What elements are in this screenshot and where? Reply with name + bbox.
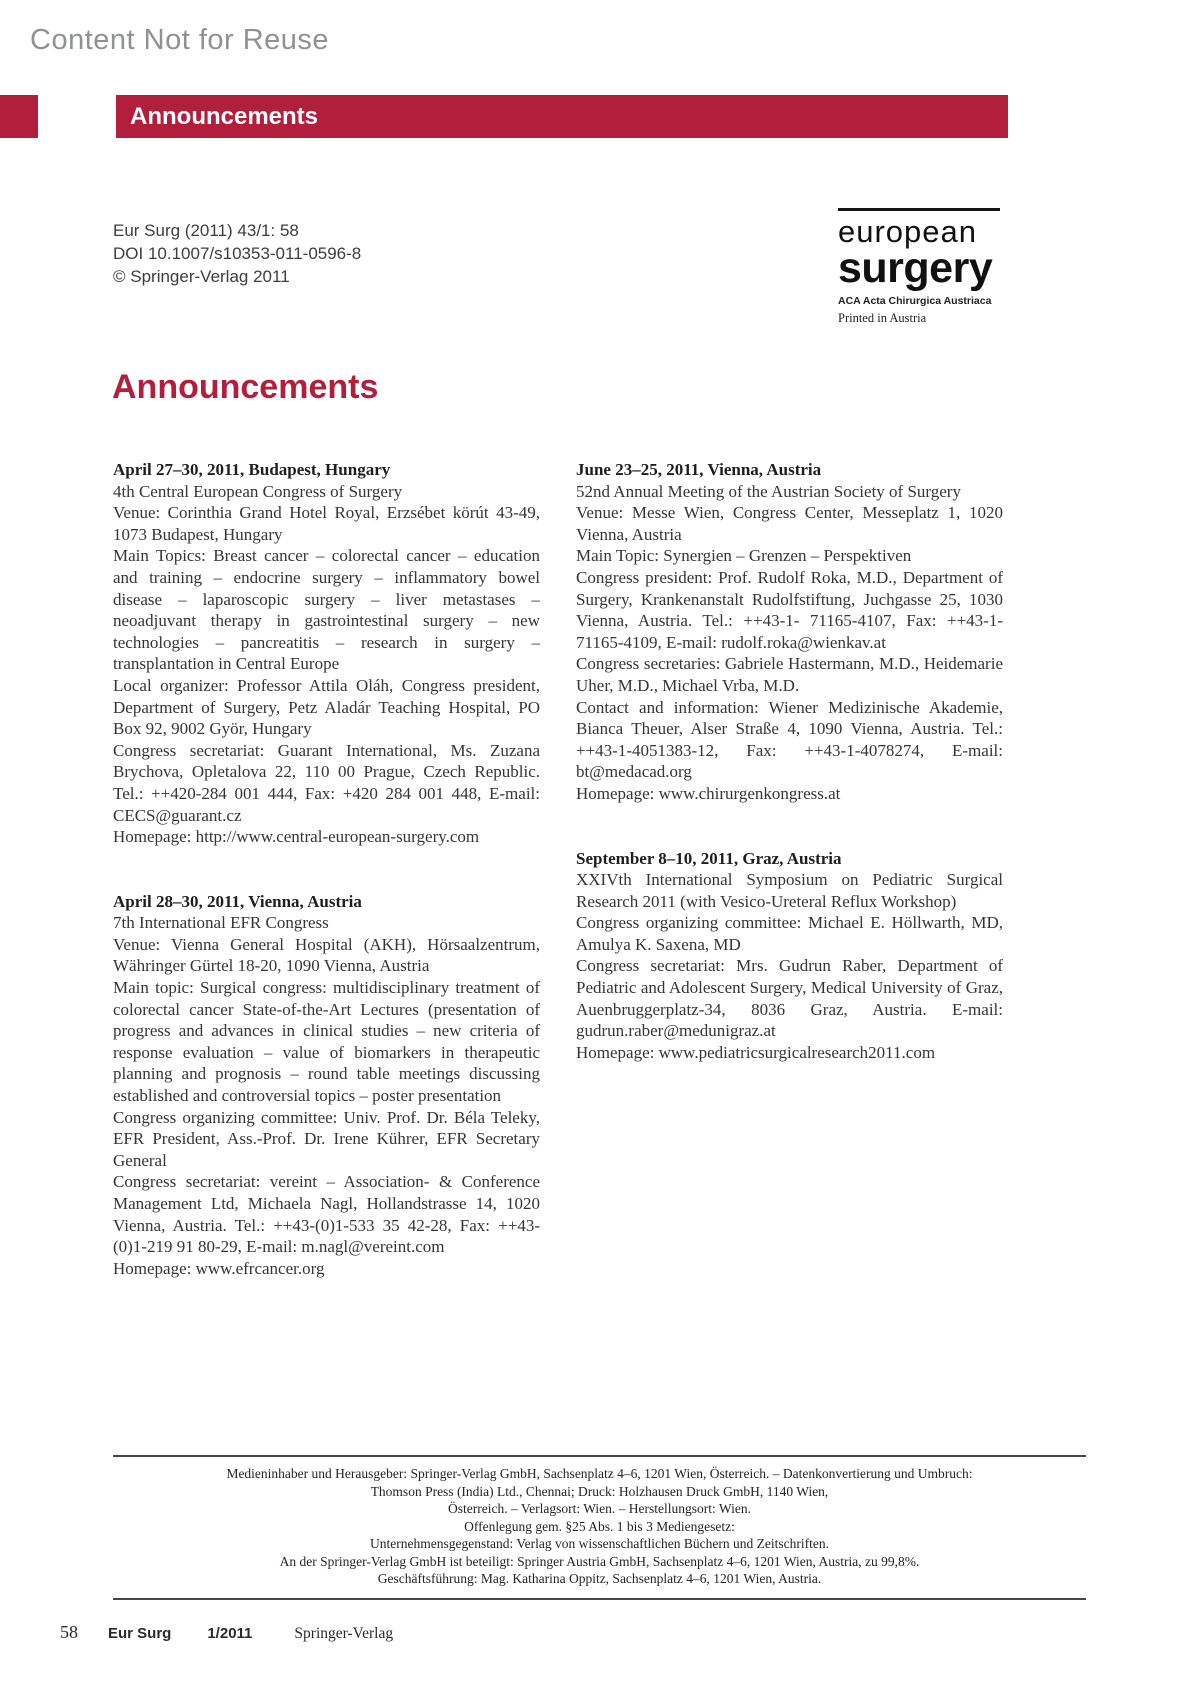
text-line: Congress organizing committee: Univ. Prof. Dr. Béla Teleky, EFR President, Ass.-Prof. Dr. Irene Kührer, EFR Secretary General	[113, 1107, 540, 1170]
publisher-name: Springer-Verlag	[294, 1625, 394, 1642]
announcement-columns	[113, 459, 1004, 1279]
text-line: 7th International EFR Congress	[113, 913, 329, 933]
text-line: Main topic: Surgical congress: multidisciplinary treatment of colorectal cancer State-of-the-Art Lectures (presentation of progress and advances in clinical studies – new criteria of response evaluation – value of biomarkers in therapeutic planning and prognosis – round table meetings discussing established and controversial topics – poster presentation	[113, 978, 540, 1106]
citation-block	[113, 219, 361, 288]
text-line: Homepage: www.pediatricsurgicalresearch2011.com	[576, 1042, 936, 1062]
text-line: Congress organizing committee: Michael E. Höllwarth, MD, Amulya K. Saxena, MD	[576, 913, 1003, 954]
section-banner	[116, 95, 1008, 138]
text-line: Congress president: Prof. Rudolf Roka, M.D., Department of Surgery, Krankenanstalt Rudolfstiftung, Juchgasse 25, 1030 Vienna, Austria. Tel.: ++43-1- 71165-4107, Fax: ++43-1-71165-4109, E-mail: rudolf.roka@wienkav.at	[576, 567, 1003, 652]
page-footer	[60, 1622, 393, 1643]
watermark-text: Content Not for Reuse	[30, 24, 330, 56]
right-column	[576, 459, 1003, 1279]
left-column	[113, 459, 540, 1279]
text-line: Main Topics: Breast cancer – colorectal cancer – education and training – endocrine surgery – inflammatory bowel disease – laparoscopic surgery – liver metastases – neoadjuvant therapy in gastrointestinal surgery – new technologies – pancreatitis – research in surgery – transplantation in Central Europe	[113, 546, 540, 674]
imprint-block	[113, 1455, 1086, 1600]
text-line: Venue: Vienna General Hospital (AKH), Hörsaalzentrum, Währinger Gürtel 18-20, 1090 Vienna, Austria	[113, 934, 540, 976]
text-line: Offenlegung gem. §25 Abs. 1 bis 3 Mediengesetz:	[464, 1518, 735, 1534]
logo-rule	[838, 208, 1000, 211]
announcement-title: April 27–30, 2011, Budapest, Hungary	[113, 460, 391, 479]
text-line: Venue: Messe Wien, Congress Center, Messeplatz 1, 1020 Vienna, Austria	[576, 503, 1003, 544]
text-line: Venue: Corinthia Grand Hotel Royal, Erzsébet körút 43-49, 1073 Budapest, Hungary	[113, 503, 540, 544]
text-line: Main Topic: Synergien – Grenzen – Perspektiven	[576, 546, 912, 566]
text-line: Thomson Press (India) Ltd., Chennai; Druck: Holzhausen Druck GmbH, 1140 Wien,	[370, 1483, 829, 1499]
announcement-entry	[113, 891, 540, 1280]
logo-word-european: european	[838, 214, 978, 249]
text-line: Homepage: www.efrcancer.org	[113, 1258, 325, 1278]
text-line: XXIVth International Symposium on Pediatric Surgical Research 2011 (with Vesico-Ureteral Reflux Workshop)	[576, 870, 1003, 911]
logo-subtitle: ACA Acta Chirurgica Austriaca	[838, 294, 992, 307]
text-line: 52nd Annual Meeting of the Austrian Society of Surgery	[576, 481, 961, 501]
text-line: 4th Central European Congress of Surgery	[113, 481, 403, 501]
text-line: Local organizer: Professor Attila Oláh, Congress president, Department of Surgery, Petz Aladár Teaching Hospital, PO Box 92, 9002 Györ, Hungary	[113, 675, 540, 739]
page-number: 58	[60, 1622, 78, 1642]
text-line: Congress secretariat: Mrs. Gudrun Raber, Department of Pediatric and Adolescent Surgery, Medical University of Graz, Auenbruggerplatz-34, 8036 Graz, Austria. E-mail: gudrun.raber@medunigraz.at	[576, 956, 1003, 1041]
text-line: Österreich. – Verlagsort: Wien. – Herstellungsort: Wien.	[448, 1501, 751, 1516]
announcement-title: April 28–30, 2011, Vienna, Austria	[113, 891, 362, 911]
text-line: An der Springer-Verlag GmbH ist beteiligt: Springer Austria GmbH, Sachsenplatz 4–6, 1201 Wien, Austria, zu 99,8%.	[279, 1553, 920, 1569]
announcement-body	[576, 481, 1003, 805]
logo-word-surgery: surgery	[838, 244, 993, 292]
announcement-entry	[576, 459, 1003, 805]
citation-copyright: © Springer-Verlag 2011	[113, 267, 290, 286]
issue-number: 1/2011	[207, 1625, 253, 1642]
page-title: Announcements	[112, 368, 379, 406]
announcement-body	[113, 912, 540, 1279]
citation-doi: DOI 10.1007/s10353-011-0596-8	[113, 244, 362, 263]
text-line: Congress secretariat: Guarant International, Ms. Zuzana Brychova, Opletalova 22, 110 00 Prague, Czech Republic. Tel.: ++420-284 001 444, Fax: +420 284 001 448, E-mail: CECS@guarant.cz	[113, 740, 540, 825]
red-corner-block	[0, 95, 38, 138]
text-line: Congress secretariat: vereint – Association- & Conference Management Ltd, Michaela Nagl, Hollandstrasse 14, 1020 Vienna, Austria. Tel.: ++43-(0)1-533 35 42-28, Fax: ++43-(0)1-219 91 80-29, E-mail: m.nagl@vereint.com	[113, 1172, 540, 1257]
banner-title: Announcements	[130, 103, 319, 130]
announcement-entry	[113, 459, 540, 848]
announcement-title: September 8–10, 2011, Graz, Austria	[576, 848, 842, 868]
text-line: Homepage: http://www.central-european-surgery.com	[113, 827, 480, 847]
announcement-entry	[576, 848, 1003, 1064]
text-line: Homepage: www.chirurgenkongress.at	[576, 783, 841, 803]
announcement-title: June 23–25, 2011, Vienna, Austria	[576, 460, 822, 479]
text-line: Medieninhaber und Herausgeber: Springer-Verlag GmbH, Sachsenplatz 4–6, 1201 Wien, Österreich. – Datenkonvertierung und Umbruch:	[226, 1466, 973, 1481]
journal-logo	[838, 208, 1000, 326]
announcement-body	[113, 481, 540, 848]
text-line: Contact and information: Wiener Medizinische Akademie, Bianca Theuer, Alser Straße 4, 1090 Vienna, Austria. Tel.: ++43-1-4051383-12, Fax: ++43-1-4078274, E-mail: bt@medacad.org	[576, 697, 1003, 782]
logo-printed-in: Printed in Austria	[838, 310, 927, 325]
announcement-body	[576, 869, 1003, 1063]
citation-reference: Eur Surg (2011) 43/1: 58	[113, 221, 299, 240]
text-line: Unternehmensgegenstand: Verlag von wissenschaftlichen Büchern und Zeitschriften.	[370, 1536, 829, 1551]
journal-abbrev: Eur Surg	[108, 1625, 172, 1642]
text-line: Congress secretaries: Gabriele Hastermann, M.D., Heidemarie Uher, M.D., Michael Vrba, M.D.	[576, 654, 1003, 695]
text-line: Geschäftsführung: Mag. Katharina Oppitz, Sachsenplatz 4–6, 1201 Wien, Austria.	[377, 1571, 822, 1586]
